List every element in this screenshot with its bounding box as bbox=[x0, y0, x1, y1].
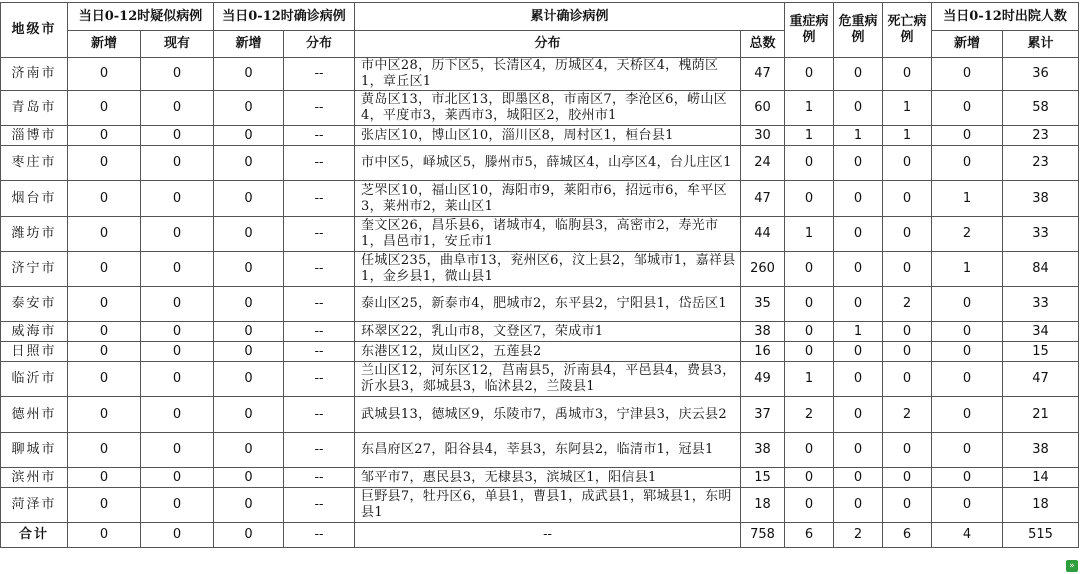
table-row bbox=[1, 126, 1079, 146]
severe-cell: 0 bbox=[785, 146, 834, 181]
severe-cell: 1 bbox=[785, 91, 834, 126]
susp-current-cell: 0 bbox=[141, 91, 214, 126]
critical-cell: 0 bbox=[834, 362, 883, 397]
critical-cell: 0 bbox=[834, 397, 883, 433]
city-cell: 菏泽市 bbox=[1, 488, 68, 523]
susp-new-cell: 0 bbox=[68, 342, 141, 362]
district-distribution-cell: 芝罘区10，福山区10，海阳市9，莱阳市6，招远市6，牟平区3，莱州市2，莱山区1 bbox=[355, 181, 741, 217]
severe-cell: 0 bbox=[785, 287, 834, 322]
susp-new-cell: 0 bbox=[68, 58, 141, 91]
severe-cell: 0 bbox=[785, 322, 834, 342]
critical-cell: 0 bbox=[834, 146, 883, 181]
critical-cell: 1 bbox=[834, 126, 883, 146]
conf-new-cell: 0 bbox=[214, 91, 284, 126]
district-distribution-cell: 邹平市7，惠民县3，无棣县3，滨城区1，阳信县1 bbox=[355, 468, 741, 488]
city-cell: 济宁市 bbox=[1, 252, 68, 287]
table-row bbox=[1, 433, 1079, 468]
discharged-new-cell: 0 bbox=[932, 126, 1003, 146]
discharged-cum-cell: 38 bbox=[1003, 181, 1079, 217]
susp-current-cell: 0 bbox=[141, 433, 214, 468]
table-row bbox=[1, 146, 1079, 181]
conf-new-cell: 0 bbox=[214, 58, 284, 91]
susp-new-cell: 0 bbox=[68, 322, 141, 342]
discharged-cum-cell: 84 bbox=[1003, 252, 1079, 287]
conf-new-cell: 0 bbox=[214, 433, 284, 468]
discharged-cum-cell: 58 bbox=[1003, 91, 1079, 126]
district-distribution-cell: 泰山区25，新泰市4，肥城市2，东平县2，宁阳县1，岱岳区1 bbox=[355, 287, 741, 322]
district-distribution-cell: 东港区12，岚山区2，五莲县2 bbox=[355, 342, 741, 362]
conf-dist-cell: -- bbox=[284, 322, 355, 342]
district-distribution-cell: 环翠区22，乳山市8，文登区7，荣成市1 bbox=[355, 322, 741, 342]
scroll-down-icon[interactable]: » bbox=[1066, 560, 1078, 572]
conf-dist-cell: -- bbox=[284, 433, 355, 468]
conf-dist-cell: -- bbox=[284, 342, 355, 362]
discharged-new-cell: 1 bbox=[932, 252, 1003, 287]
city-cell: 潍坊市 bbox=[1, 217, 68, 252]
susp-current-cell: 0 bbox=[141, 488, 214, 523]
susp-new-cell: 0 bbox=[68, 397, 141, 433]
severe-cell: 0 bbox=[785, 342, 834, 362]
city-cell: 临沂市 bbox=[1, 362, 68, 397]
critical-cell: 0 bbox=[834, 342, 883, 362]
conf-dist-cell: -- bbox=[284, 488, 355, 523]
discharged-new-cell: 0 bbox=[932, 433, 1003, 468]
discharged-cum-cell: 33 bbox=[1003, 287, 1079, 322]
conf-dist-cell: -- bbox=[284, 217, 355, 252]
susp-current-cell: 0 bbox=[141, 468, 214, 488]
header-susp-new: 新增 bbox=[68, 31, 141, 58]
table-row bbox=[1, 468, 1079, 488]
critical-cell: 0 bbox=[834, 217, 883, 252]
district-distribution-cell: 市中区5，峄城区5，滕州市5，薛城区4，山亭区4，台儿庄区1 bbox=[355, 146, 741, 181]
susp-new-cell: 0 bbox=[68, 146, 141, 181]
table-row bbox=[1, 488, 1079, 523]
deaths-cell: 0 bbox=[883, 433, 932, 468]
total-district-distribution-cell: -- bbox=[355, 523, 741, 548]
total-cell: 16 bbox=[741, 342, 785, 362]
susp-new-cell: 0 bbox=[68, 91, 141, 126]
table-row bbox=[1, 397, 1079, 433]
total-cell: 47 bbox=[741, 58, 785, 91]
total-total-cell: 758 bbox=[741, 523, 785, 548]
header-severe: 重症病例 bbox=[785, 3, 834, 58]
conf-dist-cell: -- bbox=[284, 287, 355, 322]
city-cell: 日照市 bbox=[1, 342, 68, 362]
city-cell: 泰安市 bbox=[1, 287, 68, 322]
header-dis-cum: 累计 bbox=[1003, 31, 1079, 58]
susp-current-cell: 0 bbox=[141, 181, 214, 217]
district-distribution-cell: 黄岛区13，市北区13，即墨区8，市南区7，李沧区6，崂山区4，平度市3，莱西市3，城阳区2，胶州市1 bbox=[355, 91, 741, 126]
district-distribution-cell: 兰山区12，河东区12，莒南县5，沂南县4，平邑县4，费县3，沂水县3，郯城县3，临沭县2，兰陵县1 bbox=[355, 362, 741, 397]
critical-cell: 1 bbox=[834, 322, 883, 342]
total-cell: 44 bbox=[741, 217, 785, 252]
total-deaths-cell: 6 bbox=[883, 523, 932, 548]
conf-new-cell: 0 bbox=[214, 217, 284, 252]
severe-cell: 0 bbox=[785, 58, 834, 91]
deaths-cell: 0 bbox=[883, 146, 932, 181]
city-cell: 青岛市 bbox=[1, 91, 68, 126]
discharged-cum-cell: 18 bbox=[1003, 488, 1079, 523]
severe-cell: 0 bbox=[785, 181, 834, 217]
critical-cell: 0 bbox=[834, 287, 883, 322]
conf-dist-cell: -- bbox=[284, 58, 355, 91]
total-susp-current-cell: 0 bbox=[141, 523, 214, 548]
header-dis-new: 新增 bbox=[932, 31, 1003, 58]
discharged-cum-cell: 36 bbox=[1003, 58, 1079, 91]
total-discharged-new-cell: 4 bbox=[932, 523, 1003, 548]
conf-dist-cell: -- bbox=[284, 468, 355, 488]
city-cell: 枣庄市 bbox=[1, 146, 68, 181]
table-row bbox=[1, 181, 1079, 217]
conf-dist-cell: -- bbox=[284, 362, 355, 397]
severe-cell: 0 bbox=[785, 252, 834, 287]
total-city-cell: 合计 bbox=[1, 523, 68, 548]
table-row bbox=[1, 287, 1079, 322]
conf-new-cell: 0 bbox=[214, 488, 284, 523]
susp-current-cell: 0 bbox=[141, 322, 214, 342]
header-city: 地级市 bbox=[1, 3, 68, 58]
discharged-cum-cell: 21 bbox=[1003, 397, 1079, 433]
district-distribution-cell: 武城县13，德城区9，乐陵市7，禹城市3，宁津县3，庆云县2 bbox=[355, 397, 741, 433]
critical-cell: 0 bbox=[834, 91, 883, 126]
susp-current-cell: 0 bbox=[141, 146, 214, 181]
susp-current-cell: 0 bbox=[141, 217, 214, 252]
susp-new-cell: 0 bbox=[68, 252, 141, 287]
discharged-new-cell: 0 bbox=[932, 58, 1003, 91]
total-cell: 15 bbox=[741, 468, 785, 488]
deaths-cell: 0 bbox=[883, 488, 932, 523]
header-cum-dist: 分布 bbox=[355, 31, 741, 58]
total-conf-dist-cell: -- bbox=[284, 523, 355, 548]
table-row bbox=[1, 342, 1079, 362]
conf-dist-cell: -- bbox=[284, 181, 355, 217]
susp-current-cell: 0 bbox=[141, 397, 214, 433]
discharged-cum-cell: 23 bbox=[1003, 146, 1079, 181]
susp-new-cell: 0 bbox=[68, 217, 141, 252]
critical-cell: 0 bbox=[834, 433, 883, 468]
discharged-new-cell: 0 bbox=[932, 287, 1003, 322]
conf-new-cell: 0 bbox=[214, 126, 284, 146]
susp-current-cell: 0 bbox=[141, 362, 214, 397]
discharged-cum-cell: 38 bbox=[1003, 433, 1079, 468]
table-row bbox=[1, 362, 1079, 397]
header-susp-current: 现有 bbox=[141, 31, 214, 58]
deaths-cell: 0 bbox=[883, 217, 932, 252]
total-cell: 38 bbox=[741, 322, 785, 342]
header-cumulative: 累计确诊病例 bbox=[355, 3, 785, 31]
conf-new-cell: 0 bbox=[214, 146, 284, 181]
header-confirmed-today: 当日0-12时确诊病例 bbox=[214, 3, 355, 31]
total-cell: 38 bbox=[741, 433, 785, 468]
discharged-new-cell: 0 bbox=[932, 322, 1003, 342]
susp-new-cell: 0 bbox=[68, 362, 141, 397]
header-conf-dist: 分布 bbox=[284, 31, 355, 58]
city-cell: 烟台市 bbox=[1, 181, 68, 217]
severe-cell: 1 bbox=[785, 126, 834, 146]
conf-dist-cell: -- bbox=[284, 146, 355, 181]
susp-current-cell: 0 bbox=[141, 252, 214, 287]
severe-cell: 0 bbox=[785, 433, 834, 468]
table-row bbox=[1, 252, 1079, 287]
conf-new-cell: 0 bbox=[214, 468, 284, 488]
susp-current-cell: 0 bbox=[141, 58, 214, 91]
district-distribution-cell: 东昌府区27，阳谷县4，莘县3，东阿县2，临清市1，冠县1 bbox=[355, 433, 741, 468]
total-cell: 18 bbox=[741, 488, 785, 523]
severe-cell: 0 bbox=[785, 488, 834, 523]
district-distribution-cell: 任城区235，曲阜市13，兖州区6，汶上县2，邹城市1，嘉祥县1，金乡县1，微山县1 bbox=[355, 252, 741, 287]
discharged-new-cell: 0 bbox=[932, 146, 1003, 181]
deaths-cell: 0 bbox=[883, 252, 932, 287]
discharged-cum-cell: 14 bbox=[1003, 468, 1079, 488]
discharged-cum-cell: 33 bbox=[1003, 217, 1079, 252]
discharged-new-cell: 0 bbox=[932, 362, 1003, 397]
header-discharged: 当日0-12时出院人数 bbox=[932, 3, 1079, 31]
susp-new-cell: 0 bbox=[68, 433, 141, 468]
critical-cell: 0 bbox=[834, 468, 883, 488]
critical-cell: 0 bbox=[834, 181, 883, 217]
susp-new-cell: 0 bbox=[68, 488, 141, 523]
critical-cell: 0 bbox=[834, 488, 883, 523]
total-cell: 260 bbox=[741, 252, 785, 287]
deaths-cell: 0 bbox=[883, 322, 932, 342]
total-cell: 37 bbox=[741, 397, 785, 433]
discharged-new-cell: 2 bbox=[932, 217, 1003, 252]
total-susp-new-cell: 0 bbox=[68, 523, 141, 548]
discharged-new-cell: 0 bbox=[932, 342, 1003, 362]
city-cell: 济南市 bbox=[1, 58, 68, 91]
header-row-1 bbox=[1, 3, 1079, 31]
total-cell: 35 bbox=[741, 287, 785, 322]
conf-new-cell: 0 bbox=[214, 362, 284, 397]
header-cum-total: 总数 bbox=[741, 31, 785, 58]
city-cell: 聊城市 bbox=[1, 433, 68, 468]
header-deaths: 死亡病例 bbox=[883, 3, 932, 58]
discharged-new-cell: 0 bbox=[932, 488, 1003, 523]
conf-dist-cell: -- bbox=[284, 252, 355, 287]
table-row bbox=[1, 322, 1079, 342]
header-conf-new: 新增 bbox=[214, 31, 284, 58]
susp-new-cell: 0 bbox=[68, 181, 141, 217]
city-cell: 威海市 bbox=[1, 322, 68, 342]
table-row bbox=[1, 58, 1079, 91]
deaths-cell: 0 bbox=[883, 342, 932, 362]
conf-new-cell: 0 bbox=[214, 287, 284, 322]
deaths-cell: 0 bbox=[883, 181, 932, 217]
critical-cell: 0 bbox=[834, 252, 883, 287]
susp-current-cell: 0 bbox=[141, 287, 214, 322]
discharged-new-cell: 0 bbox=[932, 91, 1003, 126]
city-cell: 滨州市 bbox=[1, 468, 68, 488]
severe-cell: 1 bbox=[785, 217, 834, 252]
discharged-new-cell: 1 bbox=[932, 181, 1003, 217]
deaths-cell: 2 bbox=[883, 397, 932, 433]
severe-cell: 2 bbox=[785, 397, 834, 433]
susp-current-cell: 0 bbox=[141, 126, 214, 146]
susp-new-cell: 0 bbox=[68, 126, 141, 146]
critical-cell: 0 bbox=[834, 58, 883, 91]
deaths-cell: 0 bbox=[883, 468, 932, 488]
discharged-cum-cell: 23 bbox=[1003, 126, 1079, 146]
severe-cell: 1 bbox=[785, 362, 834, 397]
covid-cases-table bbox=[0, 2, 1079, 548]
table-row bbox=[1, 217, 1079, 252]
header-critical: 危重病例 bbox=[834, 3, 883, 58]
total-critical-cell: 2 bbox=[834, 523, 883, 548]
total-severe-cell: 6 bbox=[785, 523, 834, 548]
discharged-new-cell: 0 bbox=[932, 397, 1003, 433]
district-distribution-cell: 张店区10，博山区10，淄川区8，周村区1，桓台县1 bbox=[355, 126, 741, 146]
conf-new-cell: 0 bbox=[214, 252, 284, 287]
total-discharged-cum-cell: 515 bbox=[1003, 523, 1079, 548]
conf-dist-cell: -- bbox=[284, 397, 355, 433]
discharged-new-cell: 0 bbox=[932, 468, 1003, 488]
total-cell: 47 bbox=[741, 181, 785, 217]
total-cell: 30 bbox=[741, 126, 785, 146]
deaths-cell: 0 bbox=[883, 58, 932, 91]
conf-dist-cell: -- bbox=[284, 91, 355, 126]
total-cell: 24 bbox=[741, 146, 785, 181]
conf-new-cell: 0 bbox=[214, 397, 284, 433]
city-cell: 德州市 bbox=[1, 397, 68, 433]
city-cell: 淄博市 bbox=[1, 126, 68, 146]
deaths-cell: 0 bbox=[883, 362, 932, 397]
severe-cell: 0 bbox=[785, 468, 834, 488]
deaths-cell: 2 bbox=[883, 287, 932, 322]
conf-new-cell: 0 bbox=[214, 342, 284, 362]
conf-new-cell: 0 bbox=[214, 322, 284, 342]
conf-dist-cell: -- bbox=[284, 126, 355, 146]
table-row bbox=[1, 91, 1079, 126]
district-distribution-cell: 巨野县7，牡丹区6，单县1，曹县1，成武县1，郓城县1，东明县1 bbox=[355, 488, 741, 523]
discharged-cum-cell: 34 bbox=[1003, 322, 1079, 342]
total-cell: 60 bbox=[741, 91, 785, 126]
susp-new-cell: 0 bbox=[68, 287, 141, 322]
deaths-cell: 1 bbox=[883, 126, 932, 146]
district-distribution-cell: 市中区28，历下区5，长清区4，历城区4，天桥区4，槐荫区1，章丘区1 bbox=[355, 58, 741, 91]
total-conf-new-cell: 0 bbox=[214, 523, 284, 548]
district-distribution-cell: 奎文区26，昌乐县6，诸城市4，临朐县3，高密市2，寿光市1，昌邑市1，安丘市1 bbox=[355, 217, 741, 252]
header-suspected: 当日0-12时疑似病例 bbox=[68, 3, 214, 31]
discharged-cum-cell: 47 bbox=[1003, 362, 1079, 397]
total-row bbox=[1, 523, 1079, 548]
conf-new-cell: 0 bbox=[214, 181, 284, 217]
deaths-cell: 1 bbox=[883, 91, 932, 126]
susp-current-cell: 0 bbox=[141, 342, 214, 362]
total-cell: 49 bbox=[741, 362, 785, 397]
discharged-cum-cell: 15 bbox=[1003, 342, 1079, 362]
table-body bbox=[1, 58, 1079, 548]
susp-new-cell: 0 bbox=[68, 468, 141, 488]
